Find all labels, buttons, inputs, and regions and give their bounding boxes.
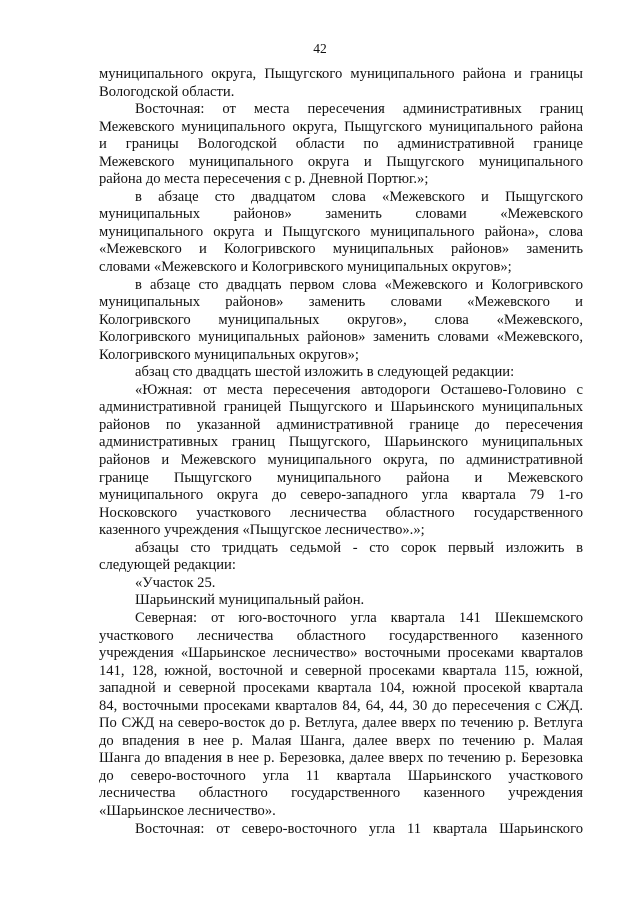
text-line: абзац сто двадцать шестой изложить в следующей редакции:: [135, 364, 515, 381]
text-line: казенного учреждения «Пыщугское лесничество».»;: [99, 522, 425, 539]
text-line: «Межевского и Кологривского муниципальных районов» заменить: [99, 241, 583, 258]
text-line: муниципальных районов» заменить словами «Межевского: [99, 206, 583, 223]
text-line: границе Пыщугского муниципального района и Межевского: [99, 469, 583, 486]
text-line: Вологодской области.: [99, 83, 235, 100]
text-line: Северная: от юго-восточного угла квартала 141 Шекшемского: [135, 609, 583, 626]
text-line: Шанга до впадения в нее р. Березовка, далее вверх по течению р. Березовка: [99, 750, 583, 767]
text-line: «Южная: от места пересечения автодороги Осташево-Головино с: [135, 381, 583, 398]
text-line: «Участок 25.: [135, 574, 216, 591]
text-line: 84, восточными просеками кварталов 84, 64, 44, 30 до пересечения с СЖД.: [99, 697, 583, 714]
page-number: 42: [313, 41, 327, 56]
text-line: следующей редакции:: [99, 557, 236, 574]
text-line: Кологривского муниципальных округов»;: [99, 346, 359, 363]
text-line: районов и Межевского муниципального округа, по административной: [99, 452, 583, 469]
text-line: Носковского участкового лесничества областного государственного: [99, 504, 583, 521]
text-line: 141, 128, южной, восточной и северной просеками квартала 115, южной,: [99, 662, 583, 679]
text-line: Межевского муниципального округа, Пыщугского муниципального района: [99, 118, 583, 135]
text-line: и границы Вологодской области по административной границе: [99, 136, 583, 153]
text-line: до северо-восточного угла 11 квартала Шарьинского участкового: [99, 767, 583, 784]
text-line: районов по указанной административной границе до пересечения: [99, 416, 583, 433]
text-line: По СЖД на северо-восток до р. Ветлуга, далее вверх по течению р. Ветлуга: [99, 715, 583, 732]
text-line: лесничества областного государственного казенного учреждения: [99, 785, 583, 802]
document-text: [99, 66, 583, 838]
text-line: района до места пересечения с р. Дневной Портюг.»;: [99, 171, 429, 188]
text-line: Кологривского муниципальных округов», слова «Межевского,: [99, 311, 583, 328]
text-line: административных границ Пыщугского, Шарьинского муниципальных: [99, 434, 583, 451]
text-line: Восточная: от места пересечения административных границ: [135, 101, 583, 118]
text-line: Восточная: от северо-восточного угла 11 квартала Шарьинского: [135, 820, 583, 837]
text-line: «Шарьинское лесничество».: [99, 802, 276, 819]
text-line: словами «Межевского и Кологривского муниципальных округов»;: [99, 259, 512, 276]
text-line: муниципального округа и Пыщугского муниципального района», слова: [99, 223, 583, 240]
text-line: Межевского муниципального округа и Пыщугского муниципального: [99, 153, 583, 170]
text-line: до впадения в нее р. Малая Шанга, далее вверх по течению р. Малая: [99, 732, 583, 749]
text-line: муниципального округа до северо-западного угла квартала 79 1-го: [99, 487, 583, 504]
text-line: абзацы сто тридцать седьмой - сто сорок первый изложить в: [135, 539, 583, 556]
text-line: участкового лесничества областного государственного казенного: [99, 627, 583, 644]
text-line: Кологривского муниципальных районов» заменить словами «Межевского,: [99, 329, 583, 346]
text-line: в абзаце сто двадцать первом слова «Межевского и Кологривского: [135, 276, 583, 293]
text-line: муниципального округа, Пыщугского муниципального района и границы: [99, 66, 583, 82]
text-line: административной границей Пыщугского и Шарьинского муниципальных: [99, 399, 583, 416]
text-line: учреждения «Шарьинское лесничество» восточными просеками кварталов: [99, 645, 583, 662]
text-line: в абзаце сто двадцатом слова «Межевского и Пыщугского: [135, 188, 583, 205]
text-line: муниципальных районов» заменить словами «Межевского и: [99, 294, 583, 311]
text-line: Шарьинский муниципальный район.: [135, 592, 365, 609]
text-line: западной и северной просеками квартала 104, южной просекой квартала: [99, 680, 583, 697]
